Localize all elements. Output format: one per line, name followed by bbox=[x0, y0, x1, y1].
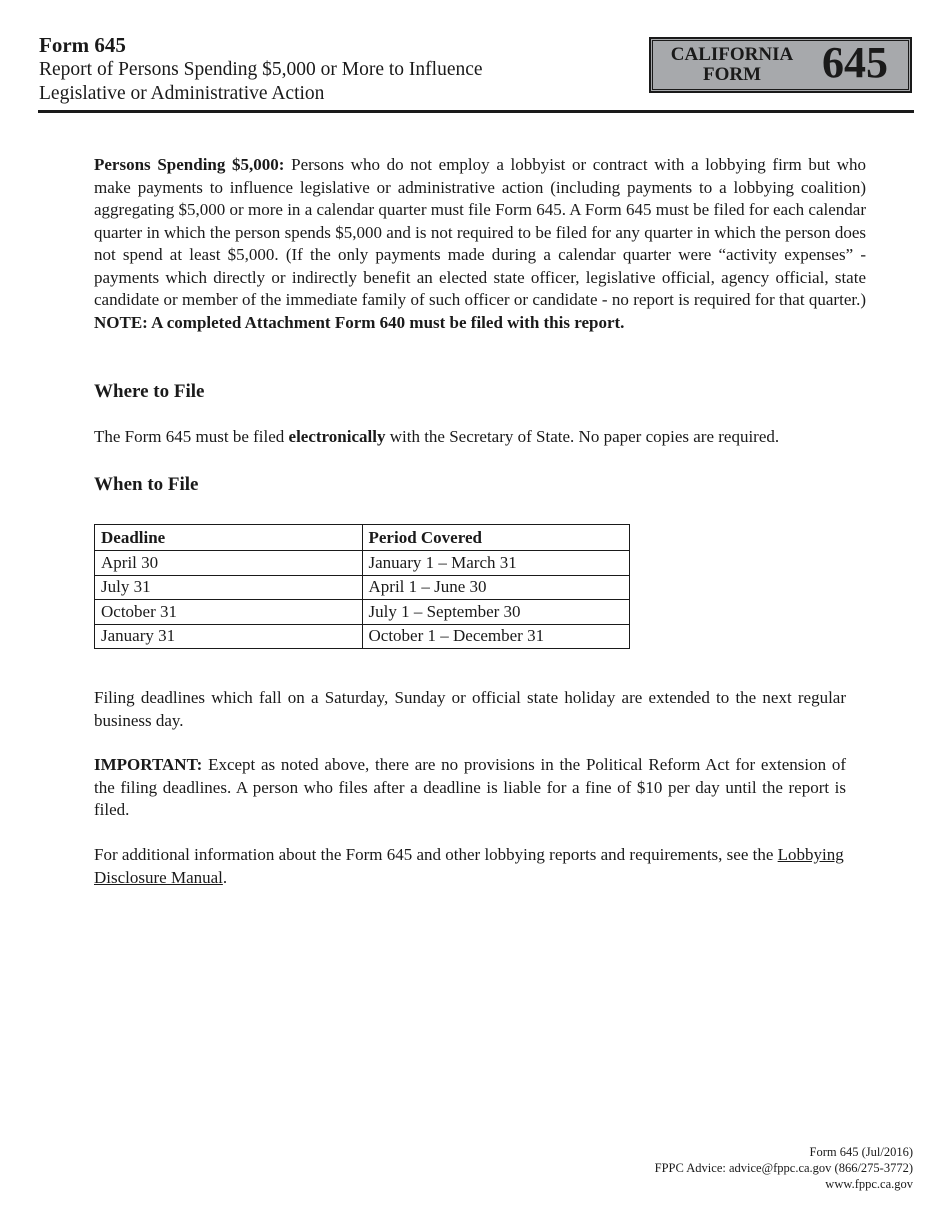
where-text-bold: electronically bbox=[288, 427, 386, 446]
form-subtitle-line2: Legislative or Administrative Action bbox=[39, 83, 325, 104]
important-body: Except as noted above, there are no provisions in the Political Reform Act for extension of the filing deadlines. A person who files after a deadline is liable for a fine of $10 per day until the report is filed. bbox=[94, 755, 846, 819]
important-lead: IMPORTANT: bbox=[94, 755, 203, 774]
table-row bbox=[95, 624, 630, 649]
page-header bbox=[38, 30, 914, 113]
intro-body: Persons who do not employ a lobbyist or contract with a lobbying firm but who make payments to influence legislative or administrative action (including payments to a lobbying coalition) aggregating $5,000 or more in a calendar quarter must file Form 645. A Form 645 must be filed for each calendar quarter in which the person spends $5,000 and is not required to be filed for any quarter in which the person does not spend at least $5,000. (If the only payments made during a calendar quarter were “activity expenses” - payments which directly or indirectly benefit an elected state officer, legislative official, agency official, state candidate or member of the immediate family of such officer or candidate - no report is required for that quarter.) bbox=[94, 155, 866, 309]
footer-website: www.fppc.ca.gov bbox=[825, 1177, 913, 1191]
lobbying-disclosure-manual-link[interactable]: Lobbying Disclosure Manual bbox=[94, 845, 844, 887]
form-title: Form 645 bbox=[39, 33, 126, 57]
where-to-file-heading: Where to File bbox=[94, 381, 205, 402]
deadlines-table bbox=[94, 524, 630, 649]
additional-text-after: . bbox=[222, 867, 228, 887]
badge-form-number: 645 bbox=[822, 38, 888, 87]
important-paragraph bbox=[94, 754, 846, 822]
column-header-deadline: Deadline bbox=[95, 525, 363, 551]
badge-label bbox=[665, 45, 799, 85]
deadline-cell: October 31 bbox=[95, 600, 363, 625]
where-to-file-paragraph bbox=[94, 426, 866, 449]
additional-text-before: For additional information about the Form 645 and other lobbying reports and requirements, see the bbox=[94, 845, 778, 864]
footer-fppc-advice: FPPC Advice: advice@fppc.ca.gov (866/275-3772) bbox=[654, 1161, 913, 1175]
table-row bbox=[95, 551, 630, 576]
intro-note: NOTE: A completed Attachment Form 640 must be filed with this report. bbox=[94, 312, 625, 332]
column-header-period: Period Covered bbox=[362, 525, 630, 551]
form-subtitle-line1: Report of Persons Spending $5,000 or More to Influence bbox=[39, 59, 483, 80]
table-row bbox=[95, 600, 630, 625]
intro-lead: Persons Spending $5,000: bbox=[94, 155, 285, 174]
badge-label-line2: FORM bbox=[702, 64, 762, 85]
where-text-before: The Form 645 must be filed bbox=[94, 427, 289, 446]
form-subtitle bbox=[39, 58, 559, 106]
badge-label-line1: CALIFORNIA bbox=[670, 44, 794, 65]
where-text-after: with the Secretary of State. No paper copies are required. bbox=[385, 427, 780, 446]
intro-paragraph bbox=[94, 154, 866, 334]
main-content bbox=[94, 154, 866, 887]
additional-info-paragraph bbox=[94, 844, 846, 889]
period-cell: January 1 – March 31 bbox=[362, 551, 630, 576]
period-cell: October 1 – December 31 bbox=[362, 624, 630, 649]
when-to-file-heading: When to File bbox=[94, 474, 199, 495]
deadline-cell: July 31 bbox=[95, 575, 363, 600]
table-header-row bbox=[95, 525, 630, 551]
deadline-cell: January 31 bbox=[95, 624, 363, 649]
period-cell: April 1 – June 30 bbox=[362, 575, 630, 600]
california-form-badge bbox=[649, 37, 912, 93]
deadline-cell: April 30 bbox=[95, 551, 363, 576]
deadline-extension-paragraph: Filing deadlines which fall on a Saturday, Sunday or official state holiday are extended to the next regular business day. bbox=[94, 688, 846, 730]
table-row bbox=[95, 575, 630, 600]
period-cell: July 1 – September 30 bbox=[362, 600, 630, 625]
page-footer bbox=[655, 1144, 913, 1192]
footer-form-version: Form 645 (Jul/2016) bbox=[809, 1145, 913, 1159]
